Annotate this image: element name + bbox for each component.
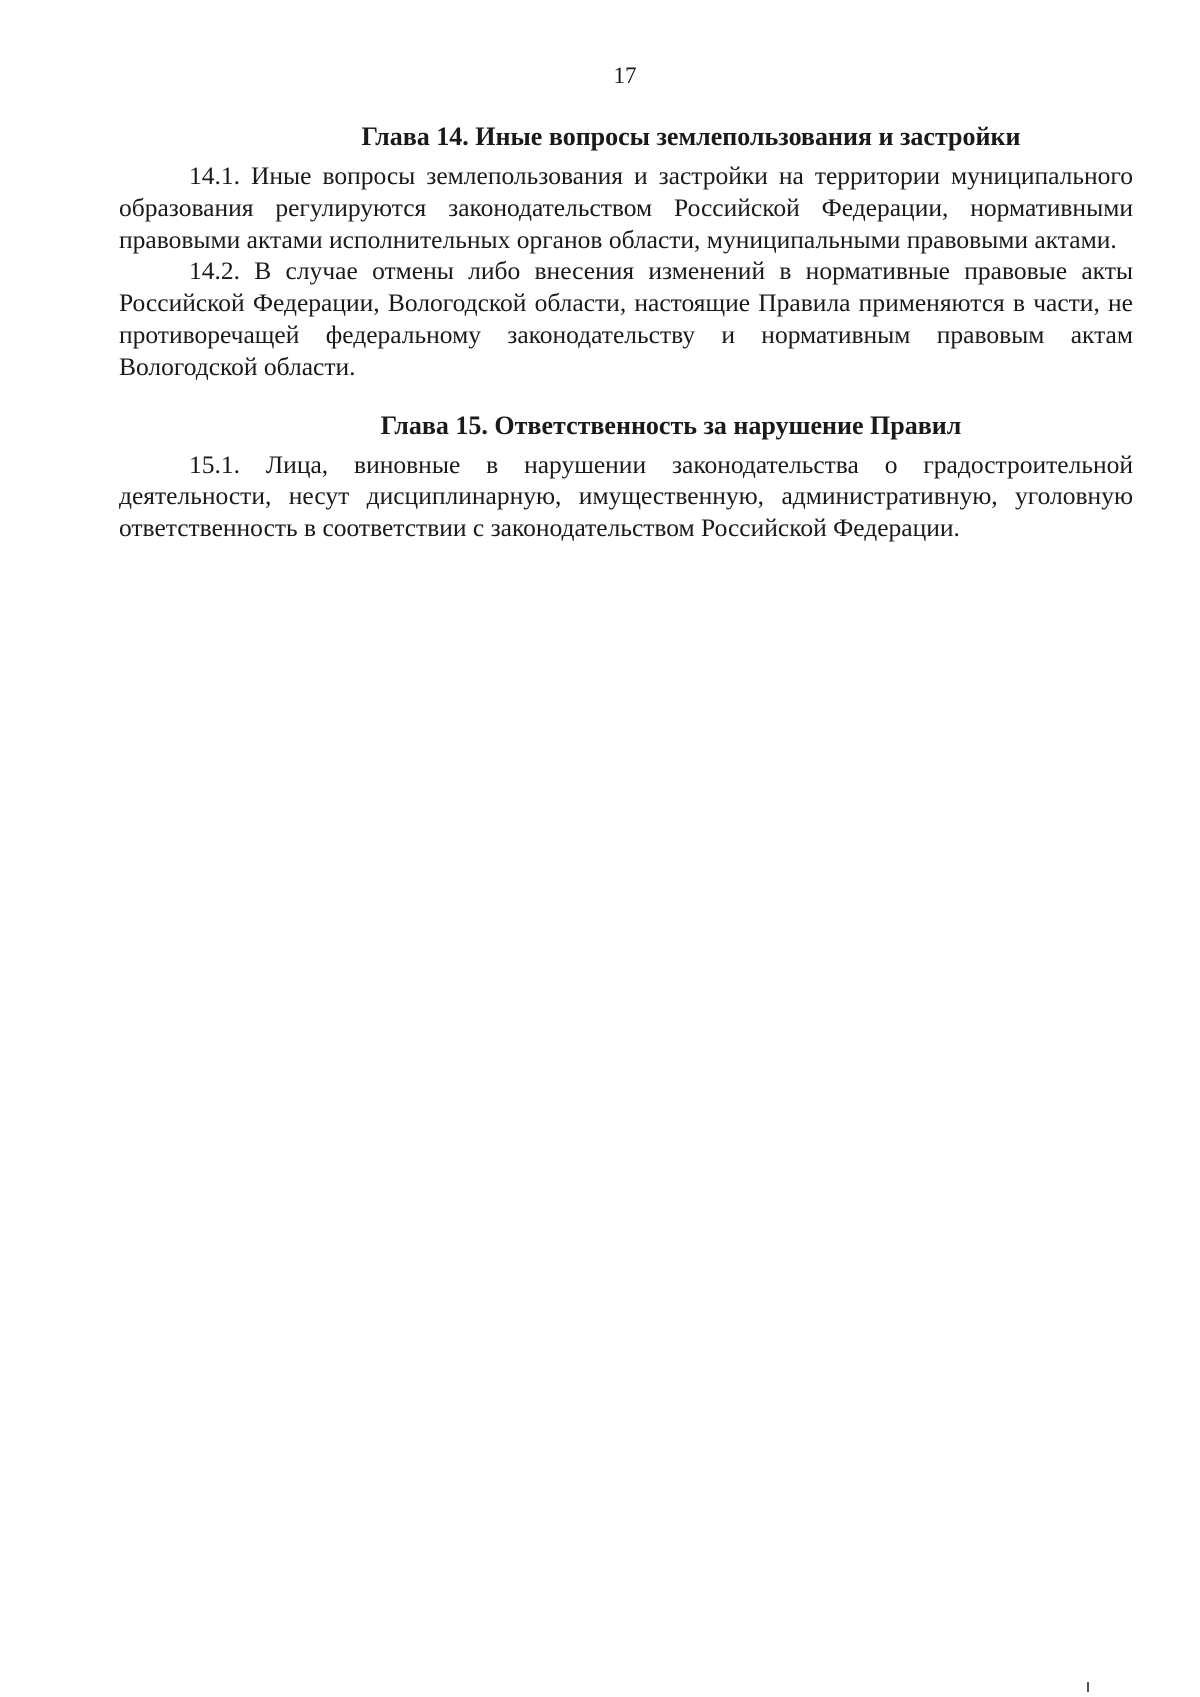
- paragraph-15-1: 15.1. Лица, виновные в нарушении законодательства о градостроительной деятельности, несут дисциплинарную, имущественную, административную, уголовную ответственность в соответствии с законодательством Российской Федерации.: [119, 449, 1133, 543]
- paragraph-14-2: 14.2. В случае отмены либо внесения изменений в нормативные правовые акты Российской Федерации, Вологодской области, настоящие Правила применяются в части, не противоречащей федеральному законодательству и нормативным правовым актам Вологодской области.: [119, 256, 1133, 381]
- paragraph-14-1: 14.1. Иные вопросы землепользования и застройки на территории муниципального образования регулируются законодательством Российской Федерации, нормативными правовыми актами исполнительных органов области, муниципальными правовыми актами.: [119, 161, 1133, 254]
- scan-artifact-mark: [1087, 1682, 1089, 1692]
- document-body: [119, 120, 1133, 544]
- chapter-14-title: Глава 14. Иные вопросы землепользования и застройки: [361, 122, 1021, 151]
- chapter-15-title: Глава 15. Ответственность за нарушение Правил: [380, 410, 962, 440]
- page-number: 17: [613, 63, 637, 88]
